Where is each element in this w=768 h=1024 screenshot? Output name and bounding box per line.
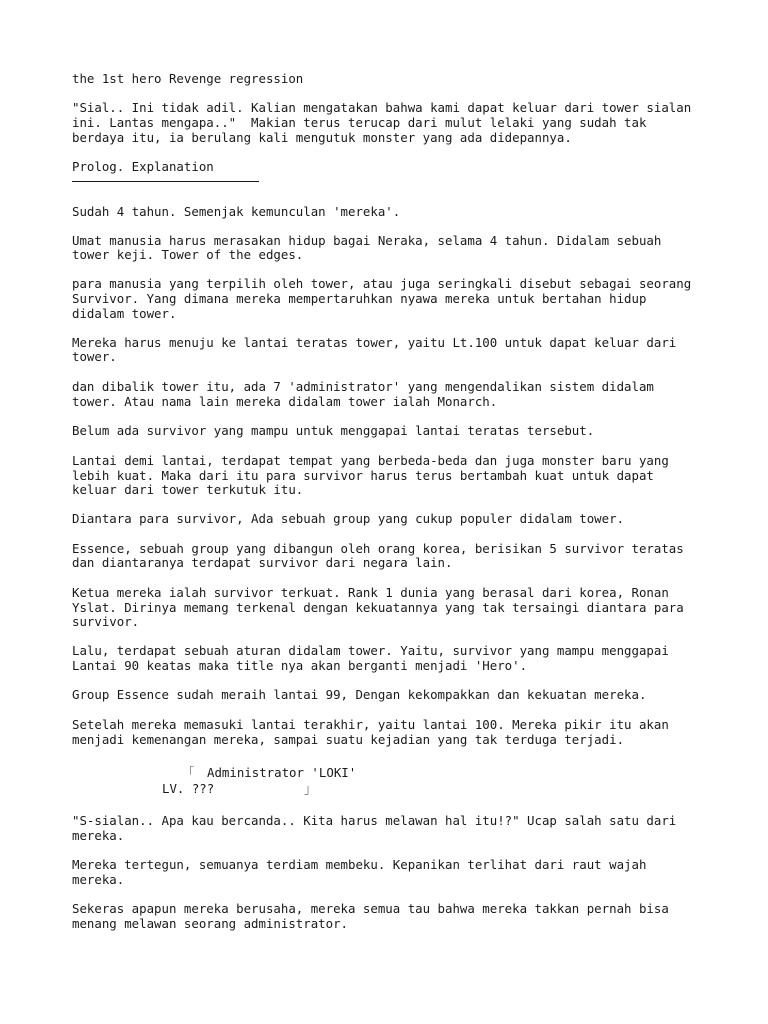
paragraph-line: Sekeras apapun mereka berusaha, mereka semua tau bahwa mereka takkan pernah bisa [72,901,669,916]
paragraph-line: Essence, sebuah group yang dibangun oleh orang korea, berisikan 5 survivor teratas [72,541,684,556]
paragraph-line: Survivor. Yang dimana mereka mempertaruhkan nyawa mereka untuk bertahan hidup [72,291,647,306]
paragraph-line: survivor. [72,614,140,629]
paragraph-line: Yslat. Dirinya memang terkenal dengan kekuatannya yang tak tersaingi diantara para [72,600,684,615]
paragraph-line: menjadi kemenangan mereka, sampai suatu kejadian yang tak terduga terjadi. [72,732,625,747]
paragraph-line: Mereka harus menuju ke lantai teratas tower, yaitu Lt.100 untuk dapat keluar dari [72,335,677,350]
paragraph-line: "S-sialan.. Apa kau bercanda.. Kita harus melawan hal itu!?" Ucap salah satu dari [72,813,677,828]
paragraph-line: dan dibalik tower itu, ada 7 'administrator' yang mengendalikan sistem didalam [72,379,654,394]
paragraph-line: Belum ada survivor yang mampu untuk menggapai lantai teratas tersebut. [72,423,595,438]
system-box-name: Administrator 'LOKI' [207,765,357,780]
paragraph-line: keluar dari tower terkutuk itu. [72,482,304,497]
paragraph-line: Lalu, terdapat sebuah aturan didalam tower. Yaitu, survivor yang mampu menggapai [72,643,669,658]
paragraph-line: Sudah 4 tahun. Semenjak kemunculan 'mereka'. [72,204,401,219]
paragraph-line: Ketua mereka ialah survivor terkuat. Rank 1 dunia yang berasal dari korea, Ronan [72,585,669,600]
paragraph-line: tower. Atau nama lain mereka didalam tower ialah Monarch. [72,394,498,409]
paragraph-line: Lantai 90 keatas maka title nya akan berganti menjadi 'Hero'. [72,658,528,673]
paragraph-line: Diantara para survivor, Ada sebuah group yang cukup populer didalam tower. [72,511,625,526]
opening-quote-line: "Sial.. Ini tidak adil. Kalian mengatakan bahwa kami dapat keluar dari tower sialan [72,100,692,115]
paragraph-line: Lantai demi lantai, terdapat tempat yang berbeda-beda dan juga monster baru yang [72,453,669,468]
system-box-level: LV. ??? [162,781,215,796]
paragraph-line: tower keji. Tower of the edges. [72,247,304,262]
paragraph-line: Umat manusia harus merasakan hidup bagai Neraka, selama 4 tahun. Didalam sebuah [72,233,662,248]
section-heading: Prolog. Explanation [72,159,214,174]
paragraph-line: dan diantaranya terdapat survivor dari negara lain. [72,555,453,570]
system-box-open-bracket: 「 [182,765,195,780]
paragraph-line: menang melawan seorang administrator. [72,916,349,931]
paragraph-line: mereka. [72,872,125,887]
heading-underline [72,181,259,182]
paragraph-line: didalam tower. [72,306,177,321]
opening-quote-line: berdaya itu, ia berulang kali mengutuk monster yang ada didepannya. [72,130,572,145]
system-box-close-bracket: 」 [304,781,317,796]
paragraph-line: tower. [72,349,117,364]
paragraph-line: Setelah mereka memasuki lantai terakhir, yaitu lantai 100. Mereka pikir itu akan [72,717,669,732]
paragraph-line: Group Essence sudah meraih lantai 99, Dengan kekompakkan dan kekuatan mereka. [72,687,647,702]
paragraph-line: Mereka tertegun, semuanya terdiam membeku. Kepanikan terlihat dari raut wajah [72,857,647,872]
paragraph-line: mereka. [72,828,125,843]
paragraph-line: lebih kuat. Maka dari itu para survivor harus terus bertambah kuat untuk dapat [72,468,654,483]
paragraph-line: para manusia yang terpilih oleh tower, atau juga seringkali disebut sebagai seorang [72,276,692,291]
document-title: the 1st hero Revenge regression [72,71,304,86]
opening-quote-line: ini. Lantas mengapa.." Makian terus terucap dari mulut lelaki yang sudah tak [72,115,647,130]
